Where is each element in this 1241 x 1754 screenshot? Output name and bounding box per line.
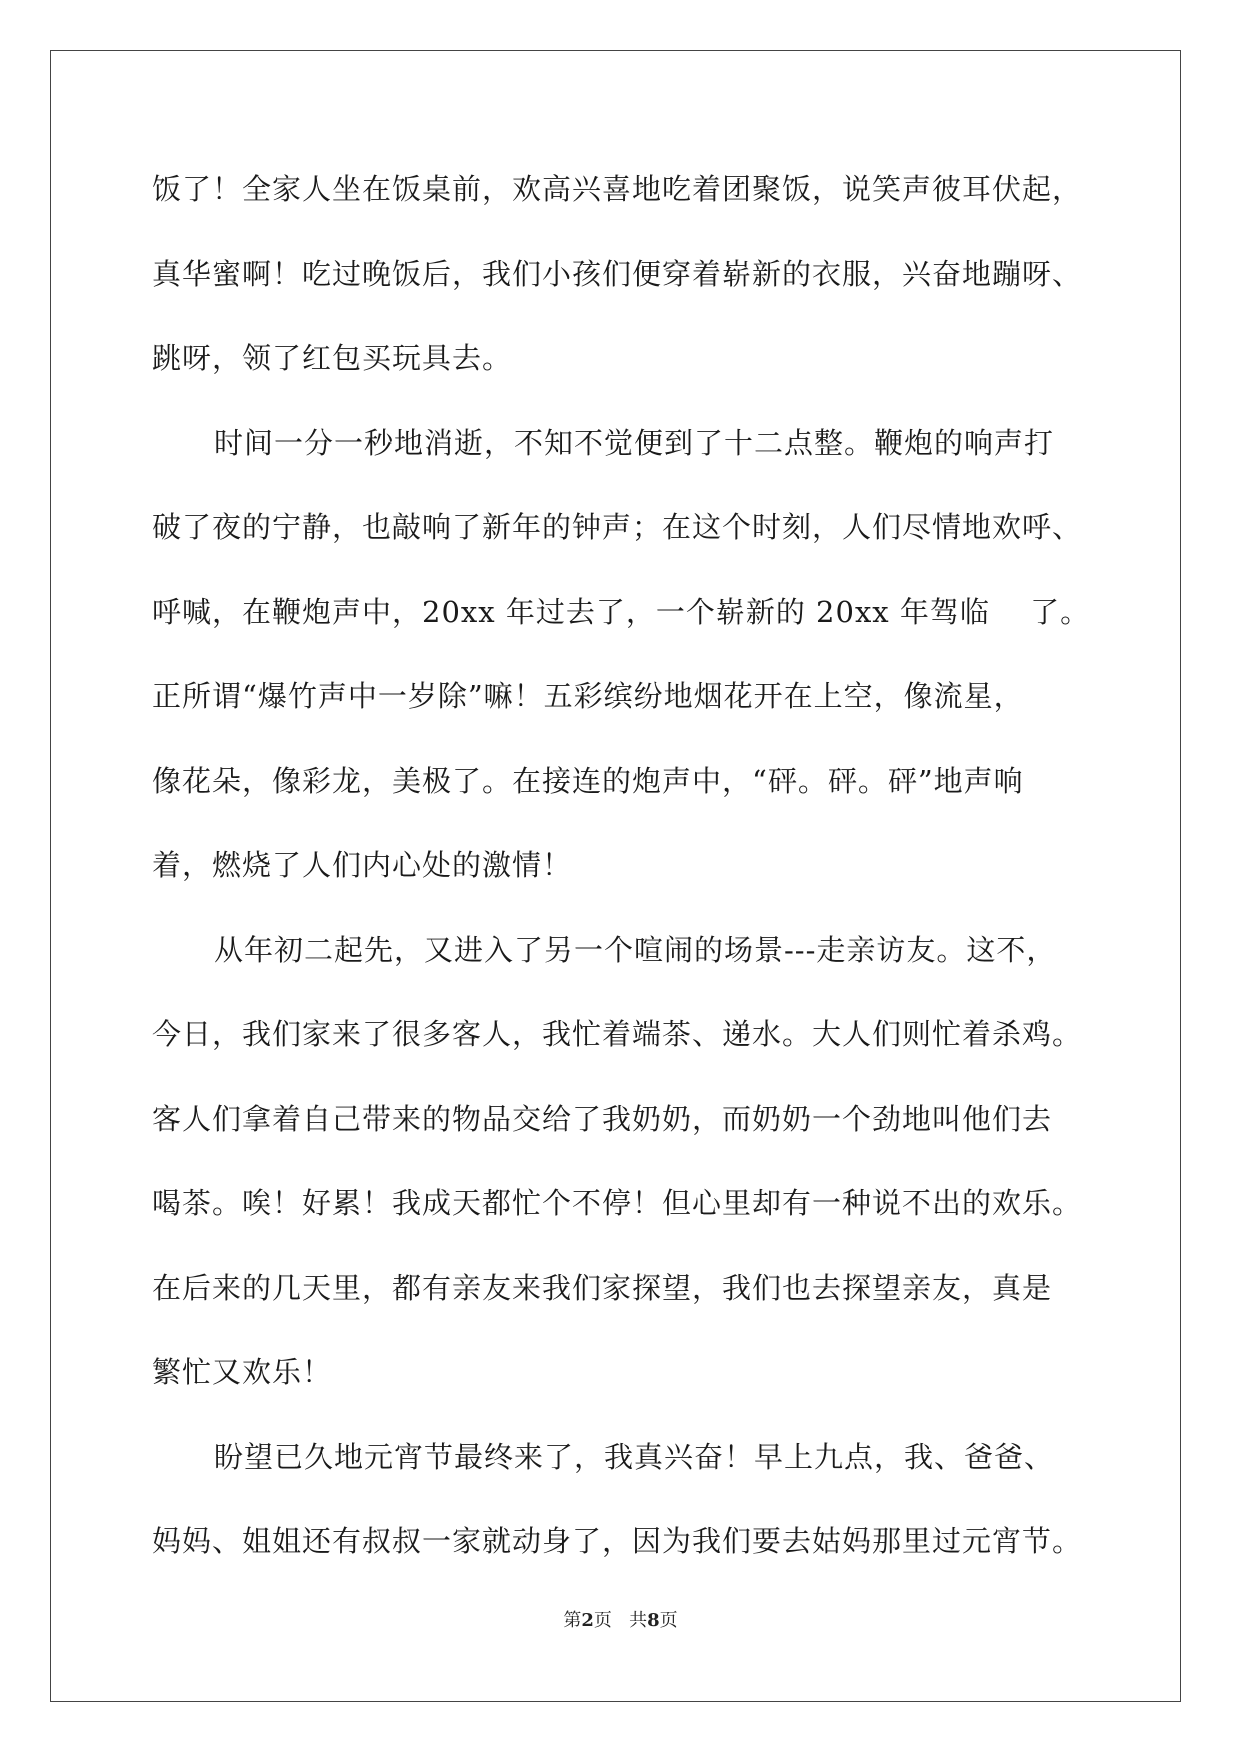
paragraph-first-line: 从年初二起先，又进入了另一个喧闹的场景---走亲访友。这不， <box>214 932 1057 967</box>
text-line: 客人们拿着自己带来的物品交给了我奶奶，而奶奶一个劲地叫他们去 <box>152 1101 1053 1136</box>
footer-page-number: 2 <box>581 1610 594 1631</box>
text-line: 跳呀，领了红包买玩具去。 <box>152 341 513 375</box>
paragraph-first-line: 盼望已久地元宵节最终来了，我真兴奋！早上九点，我、爸爸、 <box>214 1439 1055 1474</box>
text-line: 真华蜜啊！吃过晚饭后，我们小孩们便穿着崭新的衣服，兴奋地蹦呀、 <box>152 256 1083 291</box>
text-line: 着，燃烧了人们内心处的激情！ <box>152 848 573 882</box>
footer-page-suffix: 页 <box>593 1610 612 1631</box>
footer-total-prefix: 共 <box>629 1610 648 1631</box>
text-line: 破了夜的宁静，也敲响了新年的钟声；在这个时刻，人们尽情地欢呼、 <box>152 510 1083 544</box>
document-body <box>152 162 1092 1599</box>
paragraph-first-line: 时间一分一秒地消逝，不知不觉便到了十二点整。鞭炮的响声打 <box>214 425 1055 460</box>
text-line: 妈妈、姐姐还有叔叔一家就动身了，因为我们要去姑妈那里过元宵节。 <box>152 1524 1083 1558</box>
text-line: 像花朵，像彩龙，美极了。在接连的炮声中，“砰。砰。砰”地声响 <box>152 763 1024 798</box>
text-line: 繁忙又欢乐！ <box>152 1355 333 1389</box>
footer-total-suffix: 页 <box>659 1610 678 1631</box>
footer-total-pages: 8 <box>647 1610 660 1631</box>
page-footer <box>0 1606 1241 1632</box>
text-line: 饭了！全家人坐在饭桌前，欢高兴喜地吃着团聚饭，说笑声彼耳伏起， <box>152 172 1083 206</box>
text-line: 呼喊，在鞭炮声中，20xx 年过去了，一个崭新的 20xx 年驾临 了。 <box>152 594 1091 629</box>
text-line: 正所谓“爆竹声中一岁除”嘛！五彩缤纷地烟花开在上空，像流星， <box>152 679 1024 713</box>
text-line: 在后来的几天里，都有亲友来我们家探望，我们也去探望亲友，真是 <box>152 1270 1053 1305</box>
text-line: 今日，我们家来了很多客人，我忙着端茶、递水。大人们则忙着杀鸡。 <box>152 1017 1083 1051</box>
footer-page-prefix: 第 <box>563 1610 582 1631</box>
text-line: 喝茶。唉！好累！我成天都忙个不停！但心里却有一种说不出的欢乐。 <box>152 1186 1083 1220</box>
